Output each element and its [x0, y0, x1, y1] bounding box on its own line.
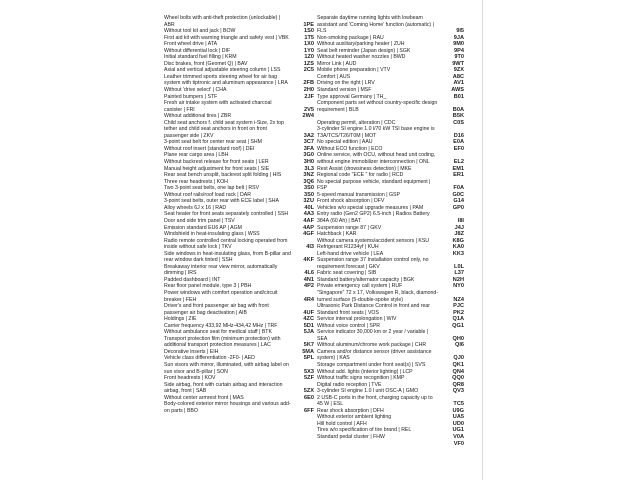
option-description: Padded dashboard | INT — [164, 276, 221, 283]
option-code: TC5 — [453, 401, 464, 408]
option-description: Driving on the right | LRV — [317, 80, 375, 87]
option-code: N2H — [452, 276, 464, 283]
option-row — [317, 126, 464, 139]
option-description: Separate daytime running lights with lowbeam assistant and 'Coming Home' function (automatic) | FLS — [317, 15, 434, 35]
option-code: QK1 — [452, 361, 464, 368]
option-row — [164, 264, 314, 277]
option-description: Without roof insert (standard roof) | DEI — [164, 145, 255, 152]
option-description: Without backrest release for front seats | LER — [164, 159, 269, 166]
option-description: Body-colored exterior mirror housings and various add-on parts | BBO — [164, 401, 291, 414]
option-description: Standard battery/alternator capacity | BGK — [317, 276, 415, 283]
option-description: First aid kit with warning triangle and safety vest | VBK — [164, 34, 289, 41]
option-description: Transport protection film (minimum protection) with additional transport protection measures | LAC — [164, 335, 281, 349]
option-description: Wheel bolts with anti-theft protection (unlockable) | ABR — [164, 15, 281, 28]
option-row — [317, 15, 464, 35]
option-description: 3-cylinder SI engine 1.0 l/70 kW TSI base engine is T3A/TCS/T26/T0M | MOT — [317, 126, 435, 139]
option-code: 9JA — [453, 34, 464, 41]
option-code: 9P4 — [454, 47, 464, 54]
option-row — [164, 251, 314, 264]
option-description: Hatchback | KAR — [317, 231, 357, 238]
option-code: EM1 — [452, 165, 464, 172]
option-code: E0A — [453, 139, 464, 146]
option-description: Child seat anchors f. child seat system i-Size, 2x top tether and child seat anchors in front on front passenger side | ZKV — [164, 119, 284, 139]
option-code: 1ZS — [303, 60, 314, 67]
option-description: Seat belt reminder (Japan design) | SGK — [317, 47, 411, 54]
option-code: QI6 — [454, 342, 464, 349]
option-code: I8I — [457, 217, 464, 224]
option-description: Without traffic signs recognition | KMP — [317, 375, 405, 382]
option-description: Digital radio reception | TVE — [317, 381, 382, 388]
option-description: Fresh air intake system with activated charcoal canister | FRI — [164, 100, 272, 113]
option-code: QR8 — [452, 381, 464, 388]
option-code: B0A — [452, 106, 464, 113]
option-code: 3L3 — [304, 165, 314, 172]
option-description: Plane rear cargo area | LBH — [164, 152, 229, 159]
option-description: Disc brakes, front (Geomet Q) | BAV — [164, 60, 248, 67]
option-code: 2H0 — [303, 87, 314, 94]
option-description: Alloy wheels 6J x 16 | RAD — [164, 204, 227, 211]
option-description: Without heated washer nozzles | BWD — [317, 54, 406, 61]
option-code: 3Q6 — [303, 178, 314, 185]
option-code: UD0 — [452, 420, 464, 427]
option-description: Breakaway interior rear view mirror, automatically dimming | IRS — [164, 263, 278, 277]
option-description: Rest Assist (drowsiness detection) | MKE — [317, 165, 412, 172]
option-code: 9T0 — [454, 54, 464, 61]
option-code: B5K — [452, 113, 464, 120]
option-description: Operating permit, alteration | CDC — [317, 119, 396, 126]
option-code: V0A — [453, 434, 464, 440]
option-description: Front headrests | KOV — [164, 375, 216, 382]
option-description: Initial standard fuel filling | KRM — [164, 54, 237, 61]
option-code: 3S0 — [304, 185, 314, 192]
option-row — [164, 120, 314, 140]
option-description: Manual height adjustment for front seats | SIE — [164, 165, 270, 172]
option-code: PK2 — [453, 309, 464, 316]
option-description: Vehicles w/o special upgrade measures | PAM — [317, 204, 424, 211]
option-row — [317, 290, 464, 303]
option-code: 3C7 — [303, 139, 314, 146]
option-description: Without tool kit and jack | BOW — [164, 28, 236, 35]
option-row — [164, 303, 314, 316]
option-row — [164, 362, 314, 375]
option-code: QN4 — [452, 368, 464, 375]
option-description: Comfort | AUS — [317, 73, 351, 80]
option-description: Holdings | ZIE — [164, 316, 197, 323]
option-code: 4A3 — [303, 211, 314, 218]
option-code: G14 — [453, 198, 464, 205]
option-description: Without 'drive select' | CHA — [164, 87, 227, 94]
option-description: Driver's and front passenger air bag with front passenger air bag deactivation | AIB — [164, 303, 269, 316]
option-code: QJ0 — [453, 355, 464, 362]
option-row — [164, 238, 314, 251]
option-code: 1Y0 — [304, 47, 314, 54]
option-code: 5ZF — [304, 375, 314, 382]
option-description: Painted bumpers | STF — [164, 93, 218, 100]
option-description: Emission standard EU6 AP | AGM — [164, 224, 242, 231]
option-row — [164, 382, 314, 395]
option-code: QQ0 — [452, 375, 464, 382]
option-code: 1X0 — [304, 41, 314, 48]
option-code: AWS — [451, 87, 464, 94]
option-code: L37 — [454, 270, 464, 277]
option-code: G0C — [452, 191, 464, 198]
option-code: EL2 — [453, 159, 464, 166]
option-code: ER1 — [453, 172, 464, 179]
option-description: Ultrasonic Park Distance Control in front and rear — [317, 303, 431, 310]
option-code: C0S — [453, 119, 464, 126]
option-row — [317, 152, 464, 165]
option-code: NZ4 — [453, 296, 464, 303]
option-code: QH0 — [452, 335, 464, 342]
option-row — [317, 349, 464, 362]
option-description: Front wheel drive | ATA — [164, 41, 218, 48]
option-description: Two 3-point seat belts, one lap belt | RSV — [164, 185, 260, 192]
option-code: B01 — [453, 93, 464, 100]
option-code: J8Z — [454, 231, 464, 238]
option-code: 5MA — [302, 348, 314, 355]
option-description: Online service, with OCU, without head unit coding, without engine immobilizer interconnection | ONL — [317, 152, 436, 166]
option-description: Mirror Link | AUD — [317, 60, 357, 67]
option-code: 4AF — [303, 217, 314, 224]
option-row — [317, 100, 464, 113]
option-code: 3FA — [303, 145, 314, 152]
option-code: 5ZX — [303, 388, 314, 395]
option-row — [164, 401, 314, 414]
option-description: Left-hand drive vehicle | LEA — [317, 250, 384, 257]
option-description: Fabric seat covering | SIB — [317, 270, 377, 277]
option-list-left-column — [164, 15, 314, 414]
option-code: 4UF — [303, 309, 314, 316]
option-description: Component parts set without country-specific design requirement | BLB — [317, 100, 438, 113]
option-description: Type approval Germany | TH_ — [317, 93, 387, 100]
option-code: K8G — [452, 237, 464, 244]
option-row — [317, 211, 464, 224]
option-code: 4N1 — [303, 276, 314, 283]
option-description: Rear shock absorption | DFH — [317, 407, 384, 414]
option-code: 6FF — [304, 407, 314, 414]
option-row — [317, 179, 464, 192]
page-divider-line — [482, 0, 483, 480]
option-description: Standard pedal cluster | FHW — [317, 434, 385, 440]
option-code: 5PL — [303, 355, 314, 362]
option-description: 2 USB-C ports in the front, charging capacity up to 45 W | ESL — [317, 394, 433, 408]
option-code: 1PE — [303, 21, 314, 28]
option-description: Radio remote controlled central locking operated from inside without safe lock | TKV — [164, 237, 288, 251]
option-description: Without ECO function | ECO — [317, 145, 383, 152]
option-description: Front shock absorption | DFV — [317, 198, 385, 205]
option-code: U9G — [452, 407, 464, 414]
option-description: Decorative inserts | EIH — [164, 348, 219, 355]
option-row — [164, 290, 314, 303]
option-description: Suspension range 87 | GKV — [317, 224, 382, 231]
option-code: EF0 — [453, 145, 464, 152]
option-code: 4KF — [303, 257, 314, 264]
option-code: J4J — [454, 224, 464, 231]
option-row — [164, 336, 314, 349]
option-code: 3G0 — [303, 152, 314, 159]
option-description: Tires w/o specification of tire brand | REL — [317, 427, 412, 434]
option-description: Storage compartment under front seat(s) | SVS — [317, 361, 426, 368]
option-code: GP0 — [452, 204, 464, 211]
option-description: Without add. lights (interior lighting) | LCP — [317, 368, 413, 375]
option-description: Rear seat bench unsplit, backrest split folding | HIS — [164, 172, 282, 179]
option-description: Axial and vertical adjustable steering column | LSS — [164, 67, 281, 74]
option-code: 9ZX — [453, 67, 464, 74]
option-description: Entry radio (Gen2 GP2) 6.5-inch | Radios Battery 384A (60 Ah) | BAT — [317, 211, 430, 224]
option-description: Standard version | MSF — [317, 87, 372, 94]
option-row — [164, 74, 314, 87]
option-code: AV1 — [453, 80, 464, 87]
option-list-right-column — [317, 15, 464, 447]
option-description: Door and side trim panel | TSV — [164, 217, 235, 224]
option-code: 4R4 — [303, 296, 314, 303]
option-row — [164, 15, 314, 28]
option-code: 2JF — [304, 93, 314, 100]
option-description: Side windows in heat-insulating glass, from B-pillar and rear window dark tinted | SSH — [164, 250, 291, 264]
option-code: L0L — [454, 263, 464, 270]
option-code: 4GF — [303, 231, 314, 238]
option-description: Service interval prolongation | WIV — [317, 316, 397, 323]
option-description: Side airbag, front with curtain airbag and interaction airbag, front | SAB — [164, 381, 283, 395]
option-row — [317, 441, 464, 448]
option-description: Mobile phone preparation | VTV — [317, 67, 391, 74]
option-code: 3H0 — [303, 159, 314, 166]
option-description: 3-point seat belt for center rear seat | SHM — [164, 139, 262, 146]
option-code: NY0 — [453, 283, 464, 290]
option-code: 5K7 — [303, 342, 314, 349]
option-description: Service indicator 30,000 km or 2 year / variable | SEA — [317, 329, 429, 342]
option-code: 3S0 — [304, 191, 314, 198]
option-description: Vehicle class differentiation -2F0- | AED — [164, 355, 255, 362]
option-code: 5X3 — [304, 368, 314, 375]
option-row — [317, 329, 464, 342]
option-code: 4AP — [303, 224, 314, 231]
option-description: Without roof rails/roof load rack | DAR — [164, 191, 251, 198]
option-description: Three rear headrests | KOH — [164, 178, 228, 185]
option-code: UG1 — [452, 427, 464, 434]
option-code: F0A — [453, 185, 464, 192]
option-description: Regional code "ECE " for radio | RCD — [317, 172, 404, 179]
option-code: VF0 — [453, 440, 464, 447]
option-description: Carrier frequency 433,92 MHz-434,42 MHz | TRF — [164, 322, 278, 329]
option-code: 3NZ — [303, 172, 314, 179]
option-description: Refrigerant R1234yf | KUH — [317, 244, 379, 251]
option-description: Without differential lock | DIF — [164, 47, 231, 54]
option-code: 9M0 — [453, 41, 464, 48]
option-description: Non-smoking package | RAU — [317, 34, 384, 41]
option-description: Private emergency call system | RUF — [317, 283, 403, 290]
option-code: 2W4 — [302, 113, 314, 120]
option-code: 2C5 — [303, 67, 314, 74]
option-description: No special purpose vehicle, standard equipment | FSP — [317, 178, 431, 192]
option-description: Windshield in heat-insulating glass | WSS — [164, 231, 260, 238]
option-description: Seat heater for front seats separately controlled | SSH — [164, 211, 289, 218]
option-code: KA0 — [452, 244, 464, 251]
option-row — [317, 395, 464, 408]
option-code: D16 — [453, 132, 464, 139]
option-code: 1T5 — [304, 34, 314, 41]
option-description: Sun visors with mirror, illuminated, with airbag label on sun visor and B-pillar | SON — [164, 361, 289, 375]
option-code: 4I3 — [306, 244, 314, 251]
option-code: 1S0 — [304, 28, 314, 35]
option-description: Without additional tires | ZBR — [164, 113, 232, 120]
option-description: Standard front seats | VOS — [317, 309, 379, 316]
option-description: Rear floor panel module, type 3 | PBH — [164, 283, 252, 290]
option-code: 6E0 — [304, 394, 314, 401]
option-code: 4ZC — [303, 316, 314, 323]
option-description: Camera and/or distance sensor (driver assistance system) | KAS — [317, 348, 432, 362]
option-code: QG1 — [452, 322, 464, 329]
option-description: 3-cylinder SI engine 1.0 l unit OSC-A | GMO — [317, 388, 419, 395]
option-code: 2V5 — [304, 106, 314, 113]
option-description: Without aluminum/chrome work package | CHR — [317, 342, 427, 349]
option-code: A8C — [452, 73, 464, 80]
option-code: 3A2 — [303, 132, 314, 139]
option-code: 5D1 — [303, 322, 314, 329]
option-code: 4P2 — [304, 283, 314, 290]
option-row — [164, 100, 314, 113]
option-description: Without auxiliary/parking heater | ZUH — [317, 41, 405, 48]
option-description: 3-point seat belts, outer rear with ECE label | SHA — [164, 198, 279, 205]
option-description: Suspension range 37 Installation control only, no requirement forecast | GKV — [317, 257, 429, 270]
option-code: 1Z0 — [304, 54, 314, 61]
option-code: QV3 — [452, 388, 464, 395]
option-code: 4L6 — [304, 270, 314, 277]
option-description: "Singapore" 72 x 17, Volkswagen R, black, diamond-turned surface (5-double-spoke style) — [317, 289, 439, 303]
option-code: Q1A — [452, 316, 464, 323]
option-code: 2FB — [303, 80, 314, 87]
option-description: Without center armrest front | MAS — [164, 394, 244, 401]
option-code: PJC — [453, 303, 464, 310]
option-code: 5JA — [303, 329, 314, 336]
option-description: Without ambulance seat for medical staff | BTK — [164, 329, 272, 336]
option-row — [317, 257, 464, 270]
option-description: Power windows with comfort operation and/circuit breaker | FEH — [164, 289, 278, 303]
option-code: 9WT — [452, 60, 464, 67]
option-code: 40L — [304, 204, 314, 211]
option-description: Without voice control | SPR — [317, 322, 381, 329]
option-code: UA5 — [452, 414, 464, 421]
option-code: KK3 — [452, 250, 464, 257]
option-description: Without camera systems/accident sensors | KSU — [317, 237, 430, 244]
option-description: Without exterior ambient lighting — [317, 414, 392, 421]
option-description: No special edition | AAU — [317, 139, 373, 146]
option-code: 9I5 — [456, 28, 464, 35]
option-description: 5-speed manual transmission | GSP — [317, 191, 400, 198]
option-code: 3ZU — [303, 198, 314, 205]
option-description: Hill hold control | AFH — [317, 420, 367, 427]
option-description: Leather trimmed sports steering wheel for air bag system with tiptronic and aluminum appearance | LRA — [164, 73, 288, 87]
